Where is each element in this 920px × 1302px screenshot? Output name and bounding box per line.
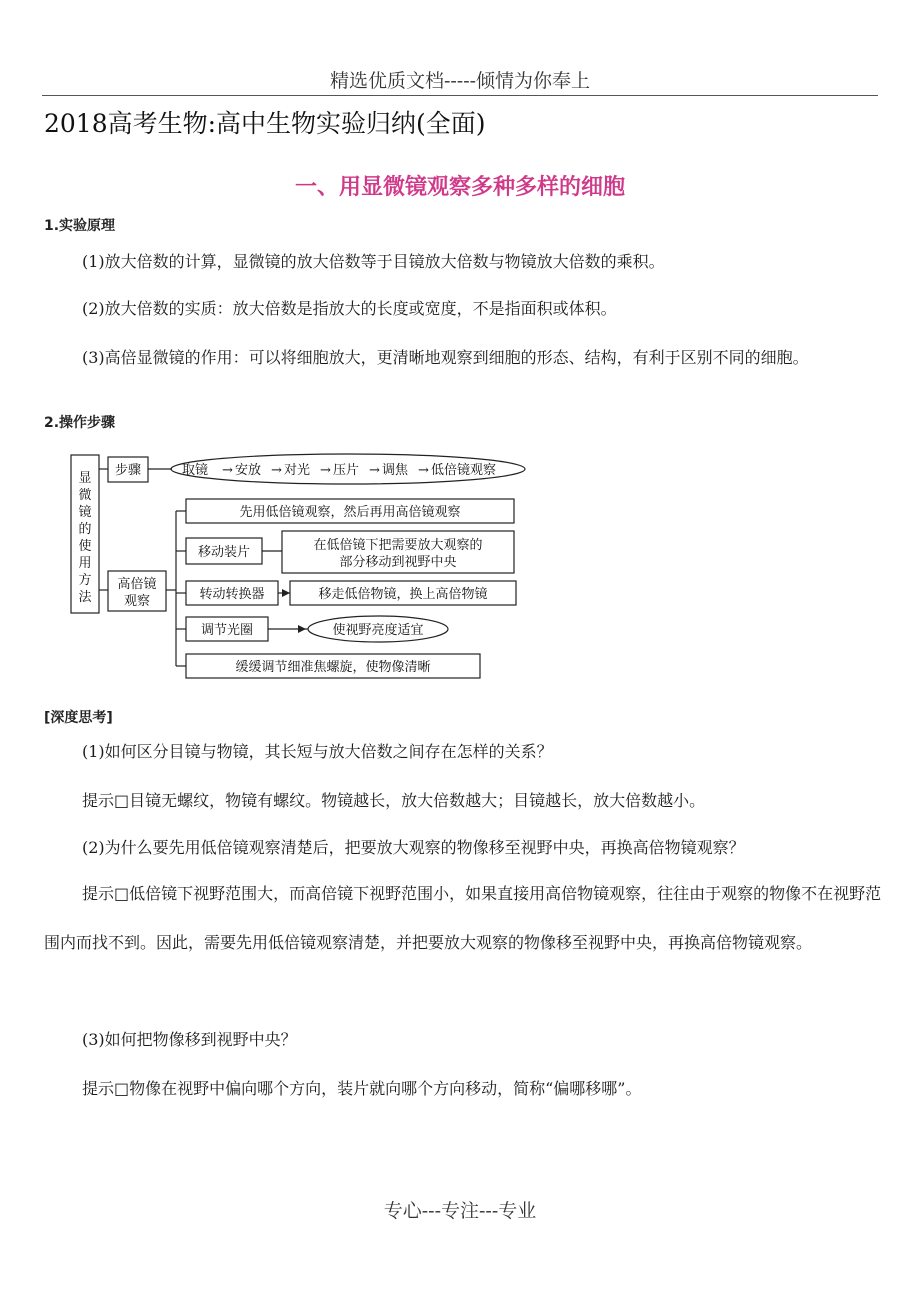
answer-2: 提示□低倍镜下视野范围大，而高倍镜下视野范围小，如果直接用高倍物镜观察，往往由于观察的物像不在视野范围内而找不到。因此，需要先用低倍镜观察清楚，并把要放大观察的物像移至视野中央，再换高倍物镜观察。 [44, 884, 882, 952]
first-item: 先用低倍镜观察，然后再用高倍镜观察 [239, 505, 461, 520]
sequence-arrow: → [222, 463, 233, 478]
root-char: 镜 [78, 505, 92, 520]
root-char: 使 [78, 539, 92, 554]
thinking-heading: [深度思考] [44, 710, 113, 726]
principle-item-3: (3)高倍显微镜的作用：可以将细胞放大，更清晰地观察到细胞的形态、结构，有利于区别不同的细胞。 [82, 348, 809, 367]
sequence-step: 安放 [235, 463, 262, 478]
high-mag-label: 高倍镜 [117, 577, 157, 592]
sequence-step: 调焦 [382, 463, 409, 478]
step-label: 步骤 [114, 463, 142, 478]
question-1: (1)如何区分目镜与物镜，其长短与放大倍数之间存在怎样的关系？ [82, 742, 553, 761]
adjust-aperture-desc: 使视野亮度适宜 [332, 623, 424, 638]
root-char: 显 [78, 471, 92, 486]
document-title: 2018高考生物:高中生物实验归纳(全面) [44, 109, 486, 138]
high-mag-label: 观察 [123, 594, 151, 609]
arrow-head [298, 625, 306, 633]
sequence-step: 取镜 [182, 463, 209, 478]
principle-item-1: (1)放大倍数的计算，显微镜的放大倍数等于目镜放大倍数与物镜放大倍数的乘积。 [82, 252, 665, 271]
turn-converter-desc: 移走低倍物镜，换上高倍物镜 [318, 587, 488, 602]
sequence-arrow: → [418, 463, 429, 478]
arrow-head [282, 589, 290, 597]
question-2: (2)为什么要先用低倍镜观察清楚后，把要放大观察的物像移至视野中央，再换高倍物镜观察？ [82, 838, 745, 857]
sequence-arrow: → [369, 463, 380, 478]
sequence-step: 压片 [333, 463, 360, 478]
answer-1: 提示□目镜无螺纹，物镜有螺纹。物镜越长，放大倍数越大；目镜越长，放大倍数越小。 [82, 791, 706, 810]
answer-3: 提示□物像在视野中偏向哪个方向，装片就向哪个方向移动，简称“偏哪移哪”。 [82, 1079, 642, 1098]
move-slide-label: 移动装片 [197, 545, 251, 560]
root-char: 方 [78, 573, 92, 588]
root-char: 法 [78, 590, 92, 605]
last-item: 缓缓调节细准焦螺旋，使物像清晰 [235, 660, 431, 675]
root-char: 用 [78, 556, 92, 571]
page-footer: 专心---专注---专业 [383, 1200, 537, 1222]
move-slide-desc: 部分移动到视野中央 [339, 555, 457, 570]
move-slide-desc: 在低倍镜下把需要放大观察的 [313, 538, 483, 553]
root-char: 的 [78, 522, 92, 537]
page-header: 精选优质文档-----倾情为你奉上 [329, 70, 591, 92]
root-char: 微 [78, 488, 92, 503]
sequence-step: 对光 [284, 463, 311, 478]
question-3: (3)如何把物像移到视野中央？ [82, 1030, 297, 1049]
turn-converter-label: 转动转换器 [199, 587, 265, 602]
principle-heading: 1.实验原理 [44, 218, 116, 234]
section-heading: 一、用显微镜观察多种多样的细胞 [294, 175, 625, 200]
principle-item-2: (2)放大倍数的实质：放大倍数是指放大的长度或宽度，不是指面积或体积。 [82, 299, 617, 318]
sequence-arrow: → [320, 463, 331, 478]
steps-heading: 2.操作步骤 [44, 415, 116, 431]
adjust-aperture-label: 调节光圈 [200, 623, 254, 638]
sequence-arrow: → [271, 463, 282, 478]
sequence-step: 低倍镜观察 [431, 463, 497, 478]
